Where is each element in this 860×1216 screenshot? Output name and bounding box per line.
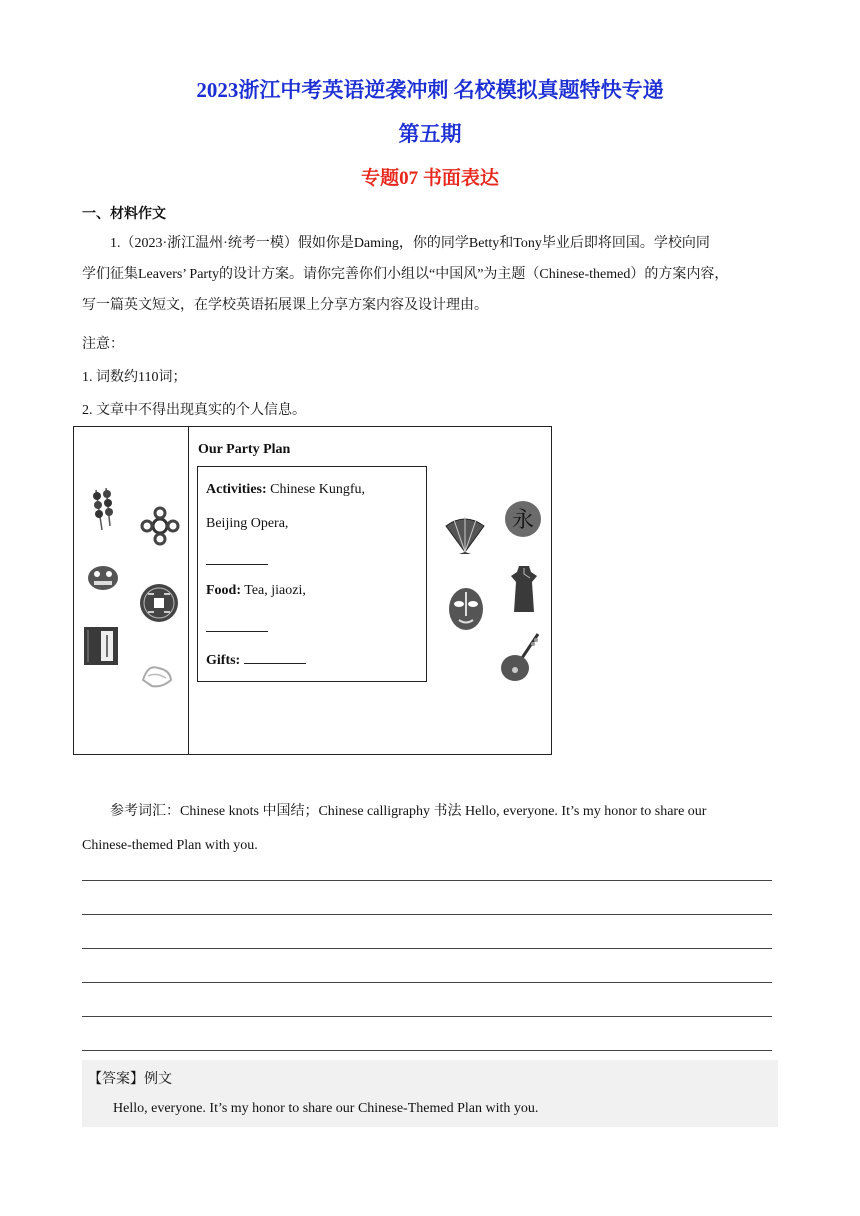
food-value: Tea, jiaozi, (241, 583, 306, 598)
food-row (206, 583, 306, 599)
activities-row-2: Beijing Opera, (206, 516, 289, 531)
bronze-coin-icon (138, 582, 180, 624)
reference-vocab (82, 795, 782, 863)
gifts-blank[interactable] (244, 651, 306, 664)
question-line-2: 学们征集Leavers’ Party的设计方案。请你完善你们小组以“中国风”为主题（Chinese-themed）的方案内容， (82, 267, 729, 282)
plan-inner-box (197, 466, 427, 682)
answer-label: 【答案】例文 (88, 1072, 172, 1087)
food-blank[interactable] (206, 619, 268, 637)
qipao-icon (510, 564, 538, 614)
thread-bound-book-icon (83, 626, 119, 666)
activities-label: Activities: (206, 482, 267, 497)
chinese-knot-icon (140, 506, 180, 546)
folding-fan-icon (444, 514, 486, 556)
question-line-1: 1.（2023·浙江温州·统考一模）假如你是Daming，你的同学Betty和Tony毕业后即将回国。学校向同 (110, 236, 710, 251)
food-label: Food: (206, 583, 241, 598)
writing-line[interactable] (82, 1016, 772, 1017)
activities-blank[interactable] (206, 552, 268, 570)
gifts-label: Gifts: (206, 653, 241, 668)
plan-title: Our Party Plan (198, 442, 291, 457)
note-label: 注意： (82, 337, 124, 352)
page-title: 2023浙江中考英语逆袭冲刺 名校模拟真题特快专递 (196, 78, 664, 102)
writing-line[interactable] (82, 1050, 772, 1051)
note-item-1: 1. 词数约110词； (82, 370, 187, 385)
question-line-3: 写一篇英文短文，在学校英语拓展课上分享方案内容及设计理由。 (82, 298, 488, 313)
writing-line[interactable] (82, 982, 772, 983)
activities-value: Chinese Kungfu, (266, 482, 366, 497)
lion-dance-icon (86, 562, 120, 592)
question-text (82, 228, 778, 321)
answer-text: Hello, everyone. It’s my honor to share our Chinese-Themed Plan with you. (113, 1101, 539, 1116)
vocab-line-1: 参考词汇：Chinese knots 中国结；Chinese calligraphy 书法 Hello, everyone. It’s my honor to share our (110, 804, 707, 819)
pipa-icon (498, 632, 542, 684)
calligraphy-character: 永 (511, 508, 535, 533)
candied-haws-icon (84, 486, 118, 532)
section-heading: 一、材料作文 (82, 207, 166, 222)
gifts-row (206, 651, 306, 669)
issue-number: 第五期 (398, 122, 462, 146)
dragon-carving-icon (140, 660, 174, 690)
vocab-line-2: Chinese-themed Plan with you. (82, 838, 258, 853)
calligraphy-character-icon (503, 500, 543, 538)
writing-line[interactable] (82, 914, 772, 915)
writing-line[interactable] (82, 948, 772, 949)
topic-subtitle: 专题07 书面表达 (361, 168, 499, 189)
opera-mask-icon (447, 586, 485, 632)
table-divider (188, 427, 189, 754)
activities-row (206, 482, 365, 498)
note-item-2: 2. 文章中不得出现真实的个人信息。 (82, 403, 306, 418)
writing-line[interactable] (82, 880, 772, 881)
